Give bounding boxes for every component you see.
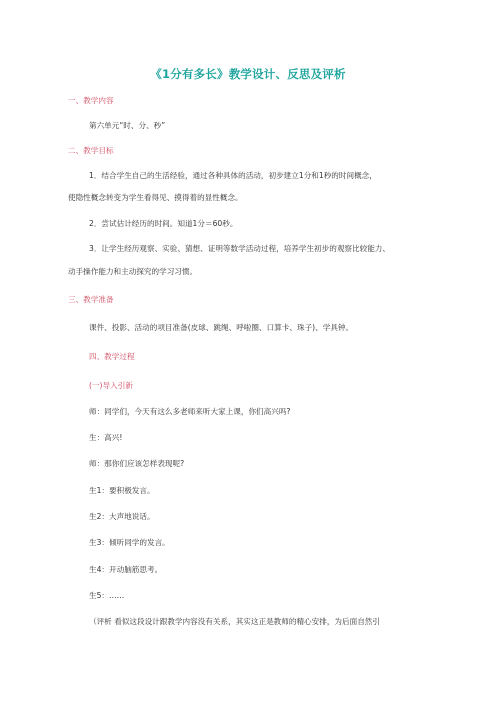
section-heading-goals: 二、教学目标 — [68, 146, 114, 155]
paragraph: 第六单元“时、分、秒” — [89, 121, 166, 130]
section-heading-prep: 三、教学准备 — [68, 295, 114, 304]
dialogue-line: 生4：开动脑筋思考。 — [89, 565, 163, 574]
dialogue-line: 生1：要积极发言。 — [89, 486, 155, 495]
dialogue-line: 生2：大声地说话。 — [89, 512, 155, 521]
paragraph: 课件、投影、活动的项目准备(皮球、跳绳、呼啦圈、口算卡、珠子)、学具钟。 — [89, 323, 354, 332]
dialogue-line: 生：高兴! — [89, 433, 123, 442]
commentary-line: （评析 看似这段设计跟教学内容没有关系，其实这正是教师的精心安排，为后面自然引 — [89, 617, 380, 626]
dialogue-line: 生5：…… — [89, 591, 125, 600]
paragraph: 2．尝试估计经历的时间。知道1分＝60秒。 — [89, 219, 238, 228]
section-heading-process: 四、教学过程 — [89, 352, 135, 361]
dialogue-line: 师：同学们，今天有这么多老师来听大家上课，你们高兴吗? — [89, 407, 291, 416]
paragraph: 动手操作能力和主动探究的学习习惯。 — [68, 267, 198, 276]
document-title: 《1分有多长》教学设计、反思及评析 — [150, 67, 346, 81]
section-heading-content: 一、教学内容 — [68, 96, 114, 105]
paragraph: 3．让学生经历观察、实验、猜想、证明等数学活动过程，培养学生初步的观察比较能力、 — [89, 244, 390, 253]
paragraph: 1．结合学生自己的生活经验，通过各种具体的活动，初步建立1分和1秒的时间概念， — [89, 171, 377, 180]
subsection-heading: (一)导入引新 — [89, 381, 133, 390]
paragraph: 使隐性概念转变为学生看得见、摸得着的显性概念。 — [68, 193, 243, 202]
dialogue-line: 师：那你们应该怎样表现呢? — [89, 459, 185, 468]
dialogue-line: 生3：倾听同学的发言。 — [89, 538, 170, 547]
